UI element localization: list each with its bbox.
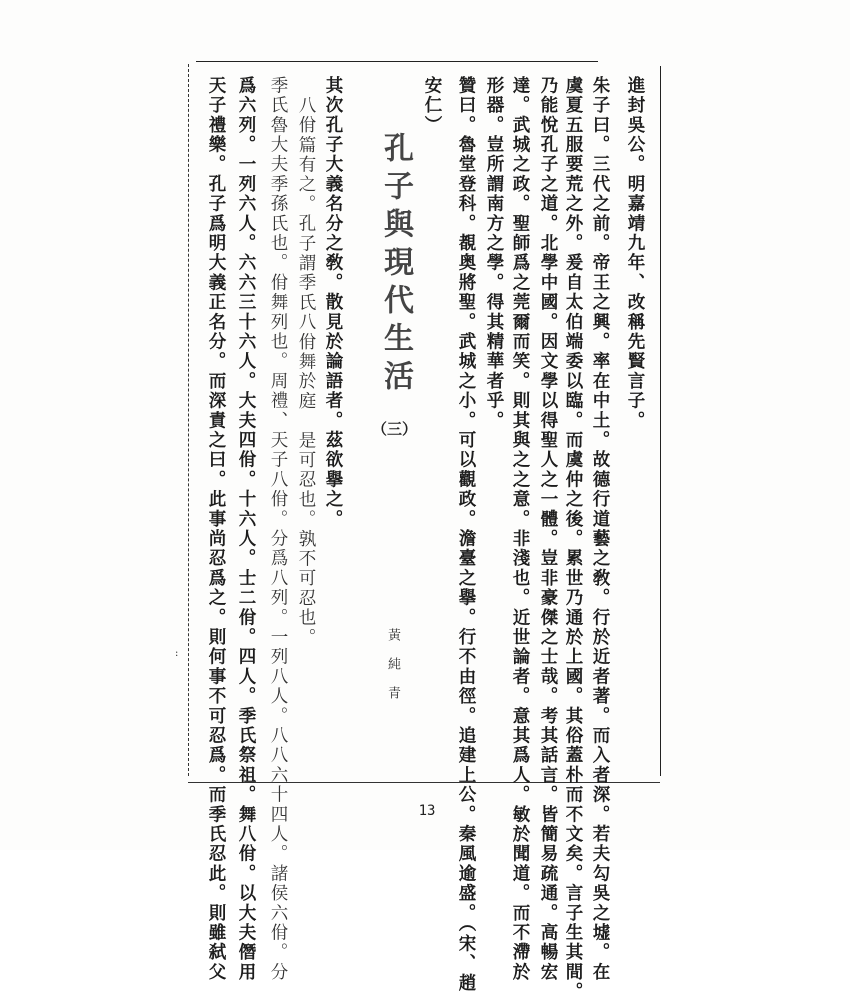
frame-left-rule: [188, 64, 189, 776]
text-column-7: 安仁）: [422, 76, 442, 136]
text-column-1: 朱子曰。三代之前。帝王之興。率在中土。故德行道藝之敎。行於近者著。而入者深。若夫勾吳之墟。在: [590, 76, 610, 983]
text-column-8: 其次孔子大義名分之敎。散見於論語者。茲欲擧之。: [323, 76, 343, 530]
article-title: 孔子與現代生活: [378, 132, 413, 398]
frame-right-rule: [660, 66, 661, 776]
text-column-11: 爲六列。一列六人。六六三十六人。大夫四佾。十六人。士二佾。四人。季氏祭祖。舞八佾。以大夫僭用: [236, 76, 256, 983]
stray-ink-mark: :: [175, 648, 179, 659]
text-column-3: 乃能悅孔子之道。北學中國。因文學以得聖人之一體。豈非豪傑之士哉。考其話言。皆簡易疏通。高暢宏: [538, 76, 558, 983]
text-column-6: 贊曰。魯堂登科。覩奥將聖。武城之小。可以觀政。澹臺之擧。行不由徑。追建上公。秦風逾盛。（宋、趙: [456, 76, 476, 994]
article-part-number: （三）: [372, 420, 418, 438]
text-column-10: 季氏魯大夫季孫氏也。佾舞列也。周禮、天子八佾。分爲八列。一列八人。八八六十四人。諸侯六佾。分: [268, 76, 288, 983]
text-column-5: 形器。豈所謂南方之學。得其精華者乎。: [484, 76, 504, 431]
text-column-12: 天子禮樂。孔子爲明大義正名分。而深責之曰。此事尚忍爲之。則何事不可忍爲。而季氏忍此。則雖弑父: [206, 76, 226, 983]
text-column-0: 進封吳公。明嘉靖九年、改稱先賢言子。: [625, 76, 645, 431]
text-column-9: 八佾篇有之。孔子謂季氏八佾舞於庭 是可忍也。孰不可忍也。: [296, 96, 316, 648]
text-column-4: 達。武城之政。聖師爲之莞爾而笑。則其與之之意。非淺也。近世論者。意其爲人。敏於聞道。而不滯於: [510, 76, 530, 983]
article-author: 黃純青: [385, 628, 400, 715]
frame-top-rule: [196, 61, 598, 62]
text-column-2: 虞夏五服要荒之外。爰自太伯端委以臨。而虞仲之後。累世乃通於上國。其俗蓋朴而不文矣。言子生其間。: [563, 76, 583, 1002]
page-number: 13: [418, 803, 436, 819]
